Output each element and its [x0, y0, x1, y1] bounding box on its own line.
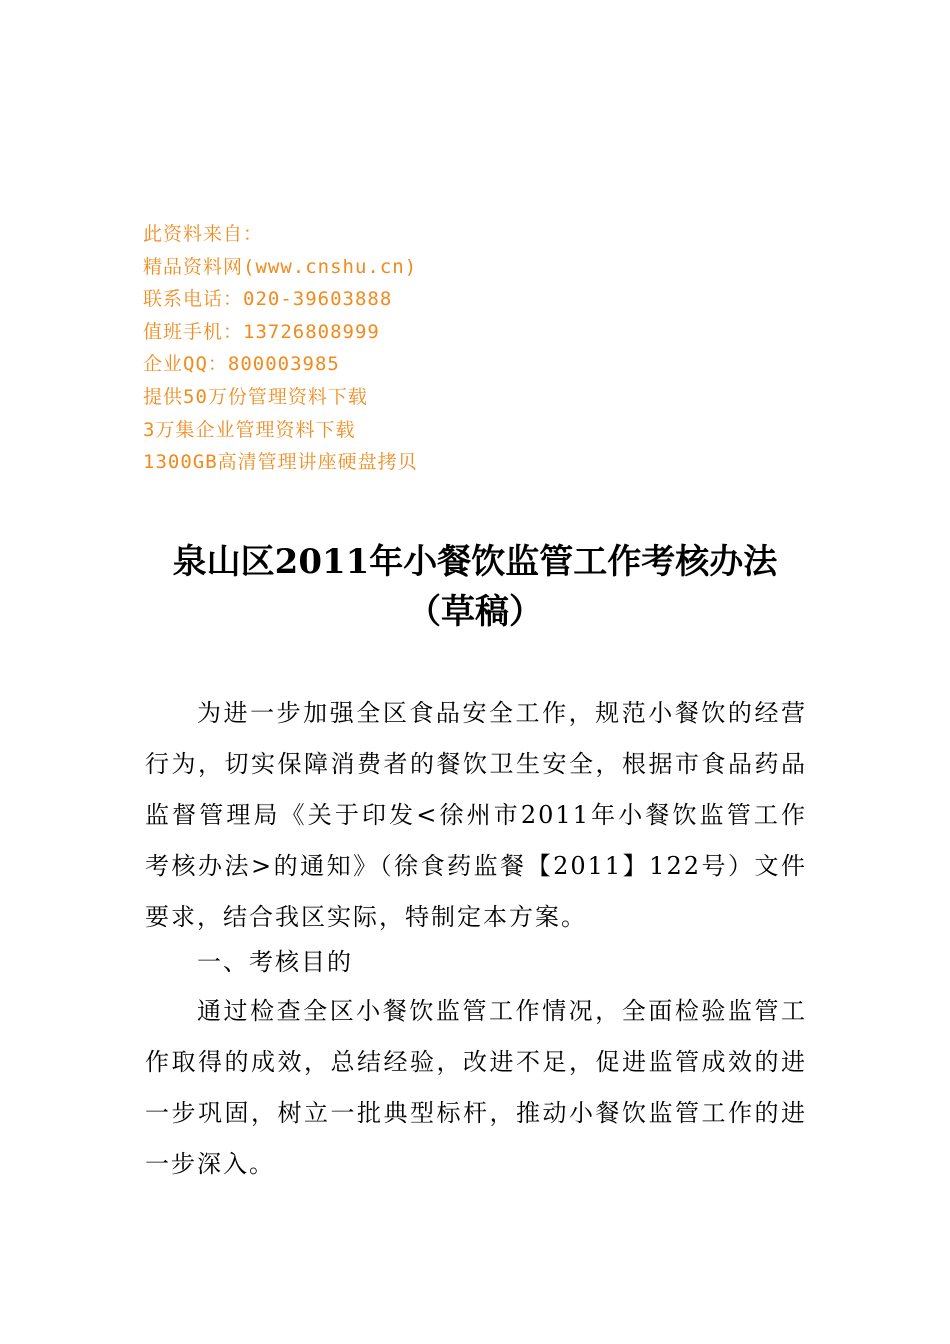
source-line-website: 精品资料网(www.cnshu.cn)	[143, 255, 418, 278]
source-line-offer-1: 提供50万份管理资料下载	[143, 385, 368, 408]
source-line-from: 此资料来自：	[143, 223, 264, 245]
source-line-offer-3: 1300GB高清管理讲座硬盘拷贝	[143, 451, 418, 474]
source-info-block	[143, 218, 563, 479]
source-line-mobile: 值班手机：13726808999	[143, 320, 380, 343]
source-line-offer-2: 3万集企业管理资料下载	[143, 418, 356, 441]
document-title: 泉山区2011年小餐饮监管工作考核办法	[172, 542, 778, 582]
intro-paragraph: 为进一步加强全区食品安全工作，规范小餐饮的经营行为，切实保障消费者的餐饮卫生安全，根据市食品药品监督管理局《关于印发<徐州市2011年小餐饮监管工作考核办法>的通知》（徐食药监餐【2011】122号）文件要求，结合我区实际，特制定本方案。	[145, 699, 807, 931]
section-paragraph: 通过检查全区小餐饮监管工作情况，全面检验监管工作取得的成效，总结经验，改进不足，促进监管成效的进一步巩固，树立一批典型标杆，推动小餐饮监管工作的进一步深入。	[145, 997, 807, 1178]
document-subtitle: （草稿）	[407, 592, 543, 632]
source-line-qq: 企业QQ：800003985	[143, 353, 340, 376]
section-heading: 一、考核目的	[197, 948, 353, 976]
source-line-phone: 联系电话：020-39603888	[143, 288, 393, 311]
